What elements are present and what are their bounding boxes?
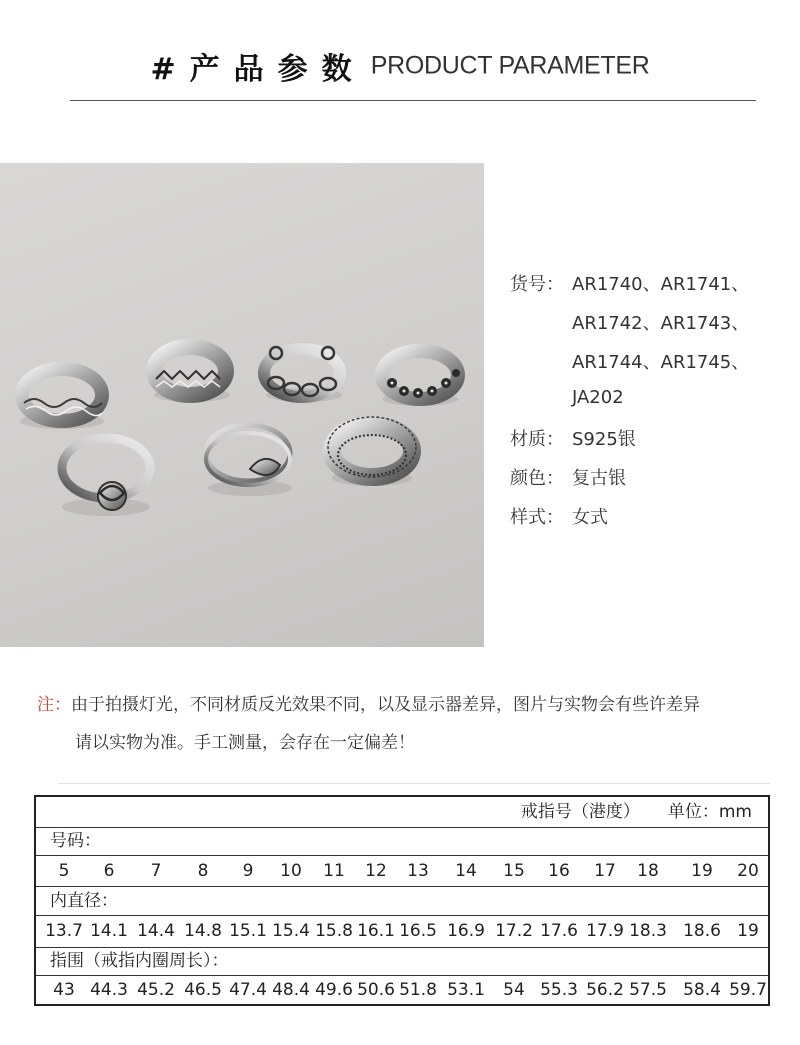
diameter-cell: 15.8 [315, 921, 353, 941]
header-divider [70, 100, 756, 101]
item-no-line-4: JA202 [572, 387, 624, 408]
diameter-cell: 13.7 [45, 921, 83, 941]
ring-textured-band [328, 417, 416, 477]
color-value: 复古银 [572, 468, 626, 489]
title-en: PRODUCT PARAMETER [370, 51, 650, 80]
ring-size-table [34, 795, 770, 1006]
ring-chain [264, 347, 340, 397]
param-material [510, 425, 636, 451]
circumference-cell: 45.2 [137, 980, 175, 1000]
circumference-cell: 51.8 [399, 980, 437, 1000]
note-prefix: 注： [37, 695, 71, 715]
size-cell: 5 [58, 861, 70, 881]
table-caption: 戒指号（港度） [520, 802, 640, 822]
table-caption-row [36, 797, 768, 828]
circumference-cell: 44.3 [90, 980, 128, 1000]
param-color [510, 464, 626, 490]
diameter-label-row [36, 887, 768, 916]
diameter-values-row [36, 916, 768, 948]
size-cell: 15 [503, 861, 525, 881]
diameter-cell: 19 [737, 921, 759, 941]
size-cell: 20 [737, 861, 759, 881]
ring-flower [382, 351, 460, 399]
size-cell: 19 [691, 861, 713, 881]
disclaimer-note [37, 690, 777, 753]
circumference-cell: 46.5 [184, 980, 222, 1000]
table-unit: 单位：mm [667, 802, 752, 822]
diameter-cell: 17.2 [495, 921, 533, 941]
ring-knot-double [206, 425, 290, 485]
ring-braided-1 [22, 369, 102, 421]
size-cell: 6 [103, 861, 115, 881]
title-cn: #产品参数 [150, 52, 366, 87]
circumference-cell: 56.2 [586, 980, 624, 1000]
size-cell: 16 [548, 861, 570, 881]
style-label: 样式： [510, 507, 564, 528]
page-header [0, 44, 800, 94]
diameter-cell: 17.6 [540, 921, 578, 941]
param-item-no [510, 270, 572, 296]
size-cell: 14 [455, 861, 477, 881]
diameter-cell: 16.5 [399, 921, 437, 941]
diameter-cell: 14.8 [184, 921, 222, 941]
ring-woven [154, 347, 226, 395]
item-no-line-1: AR1740、AR1741、 [572, 274, 750, 295]
circumference-cell: 47.4 [229, 980, 267, 1000]
size-cell: 9 [242, 861, 254, 881]
circumference-cell: 57.5 [629, 980, 667, 1000]
circumference-cell: 53.1 [447, 980, 485, 1000]
size-cell: 12 [365, 861, 387, 881]
item-no-line-2: AR1742、AR1743、 [572, 313, 750, 334]
ring-knot-thick [62, 438, 150, 510]
diameter-cell: 18.3 [629, 921, 667, 941]
circumference-cell: 58.4 [683, 980, 721, 1000]
diameter-cell: 17.9 [586, 921, 624, 941]
item-no-label: 货号： [510, 274, 564, 295]
param-style [510, 503, 608, 529]
circumference-cell: 59.7 [729, 980, 767, 1000]
material-value: S925银 [572, 429, 636, 450]
diameter-cell: 16.9 [447, 921, 485, 941]
note-line-2: 请以实物为准。手工测量，会存在一定偏差！ [75, 733, 415, 753]
size-cell: 17 [594, 861, 616, 881]
circumference-cell: 48.4 [272, 980, 310, 1000]
size-cell: 8 [197, 861, 209, 881]
size-cell: 13 [407, 861, 429, 881]
diameter-cell: 18.6 [683, 921, 721, 941]
section-divider [58, 783, 770, 784]
circumference-cell: 43 [53, 980, 75, 1000]
product-photo [0, 163, 484, 647]
size-label: 号码： [50, 831, 101, 851]
circumference-cell: 54 [503, 980, 525, 1000]
diameter-cell: 14.1 [90, 921, 128, 941]
circumference-values-row [36, 976, 768, 1004]
diameter-label: 内直径： [50, 891, 118, 911]
size-values-row [36, 856, 768, 887]
size-cell: 11 [323, 861, 345, 881]
diameter-cell: 16.1 [357, 921, 395, 941]
circumference-cell: 50.6 [357, 980, 395, 1000]
circumference-cell: 55.3 [540, 980, 578, 1000]
color-label: 颜色： [510, 468, 564, 489]
diameter-cell: 15.1 [229, 921, 267, 941]
diameter-cell: 14.4 [137, 921, 175, 941]
diameter-cell: 15.4 [272, 921, 310, 941]
circumference-label: 指围（戒指内圈周长）： [50, 951, 229, 971]
circumference-cell: 49.6 [315, 980, 353, 1000]
item-no-line-3: AR1744、AR1745、 [572, 352, 750, 373]
size-cell: 10 [280, 861, 302, 881]
size-label-row [36, 828, 768, 856]
material-label: 材质： [510, 429, 564, 450]
size-cell: 7 [150, 861, 162, 881]
style-value: 女式 [572, 507, 608, 528]
circumference-label-row [36, 948, 768, 976]
note-line-1: 由于拍摄灯光，不同材质反光效果不同，以及显示器差异，图片与实物会有些许差异 [71, 695, 700, 715]
rings-illustration [0, 163, 484, 647]
size-cell: 18 [637, 861, 659, 881]
